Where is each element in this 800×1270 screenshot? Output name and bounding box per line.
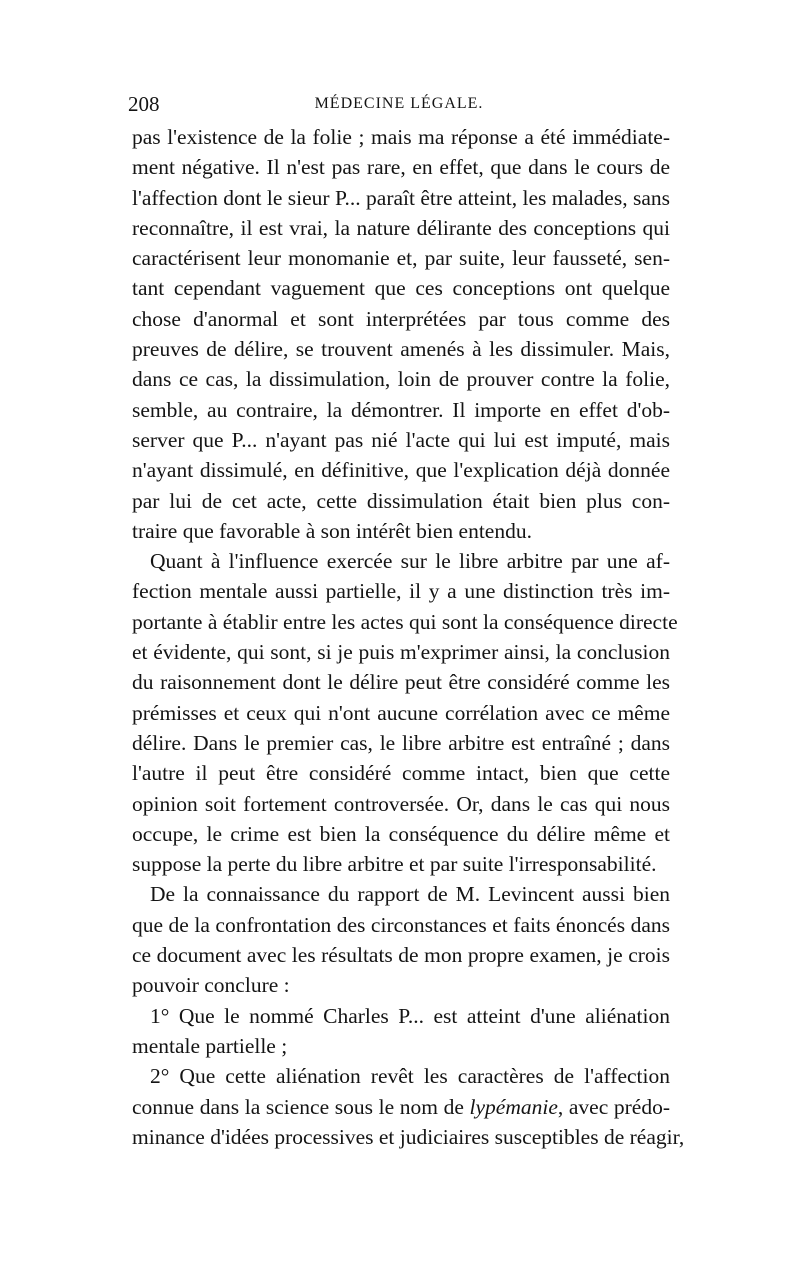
text-line: délire. Dans le premier cas, le libre arbitre est entraîné ; dans [132,730,670,755]
text-line: prémisses et ceux qui n'ont aucune corrélation avec ce même [132,700,670,725]
text-line: pas l'existence de la folie ; mais ma réponse a été immédiate- [132,125,670,149]
text-line: et évidente, qui sont, si je puis m'exprimer ainsi, la conclusion [132,640,670,665]
text-line: mentale partielle ; [132,1033,288,1058]
text-line: suppose la perte du libre arbitre et par suite l'irresponsabilité. [132,852,657,877]
text-line: fection mentale aussi partielle, il y a une distinction très im- [132,579,670,604]
page-number: 208 [128,92,160,116]
text-line: dans ce cas, la dissimulation, loin de prouver contre la folie, [132,367,670,392]
text-line: ment négative. Il n'est pas rare, en effet, que dans le cours de [132,155,670,180]
text-line: l'autre il peut être considéré comme intact, bien que cette [132,761,670,786]
text-line: n'ayant dissimulé, en définitive, que l'explication déjà donnée [132,458,670,483]
text-line: minance d'idées processives et judiciaires susceptibles de réagir, [132,1124,685,1149]
text-line: caractérisent leur monomanie et, par suite, leur fausseté, sen- [132,246,670,271]
text-line: preuves de délire, se trouvent amenés à les dissimuler. Mais, [132,337,670,362]
paragraph-start-line: De la connaissance du rapport de M. Levincent aussi bien [150,882,670,907]
text-line: semble, au contraire, la démontrer. Il importe en effet d'ob- [132,397,670,422]
text-line: server que P... n'ayant pas nié l'acte qui lui est imputé, mais [132,427,670,452]
italic-term: lypémanie [469,1094,558,1119]
text-line [132,1092,670,1122]
text-line: du raisonnement dont le délire peut être considéré comme les [132,670,670,695]
list-item-2-line: 2° Que cette aliénation revêt les caractères de l'affection [150,1064,670,1089]
text-line: tant cependant vaguement que ces conceptions ont quelque [132,276,670,301]
paragraph-start-line: Quant à l'influence exercée sur le libre arbitre par une af- [150,549,670,574]
text-line: occupe, le crime est bien la conséquence du délire même et [132,821,670,846]
list-item-1-line: 1° Que le nommé Charles P... est atteint d'une aliénation [150,1003,670,1028]
text-fragment: connue dans la science sous le nom de [132,1094,470,1119]
text-line: ce document avec les résultats de mon propre examen, je crois [132,943,670,968]
text-line: l'affection dont le sieur P... paraît être atteint, les malades, sans [132,185,670,210]
text-line: chose d'anormal et sont interprétées par tous comme des [132,306,670,331]
text-line: pouvoir conclure : [132,973,290,998]
text-line: portante à établir entre les actes qui sont la conséquence directe [132,609,678,634]
text-fragment: , avec prédo- [557,1094,670,1119]
running-head [128,92,670,118]
text-line: traire que favorable à son intérêt bien entendu. [132,518,532,543]
body-text [132,122,685,1152]
text-line: opinion soit fortement controversée. Or, dans le cas qui nous [132,791,670,816]
text-line: par lui de cet acte, cette dissimulation était bien plus con- [132,488,670,513]
text-line: reconnaître, il est vrai, la nature délirante des conceptions qui [132,215,670,240]
running-title: MÉDECINE LÉGALE. [314,95,484,112]
text-line: que de la confrontation des circonstances et faits énoncés dans [132,912,670,937]
